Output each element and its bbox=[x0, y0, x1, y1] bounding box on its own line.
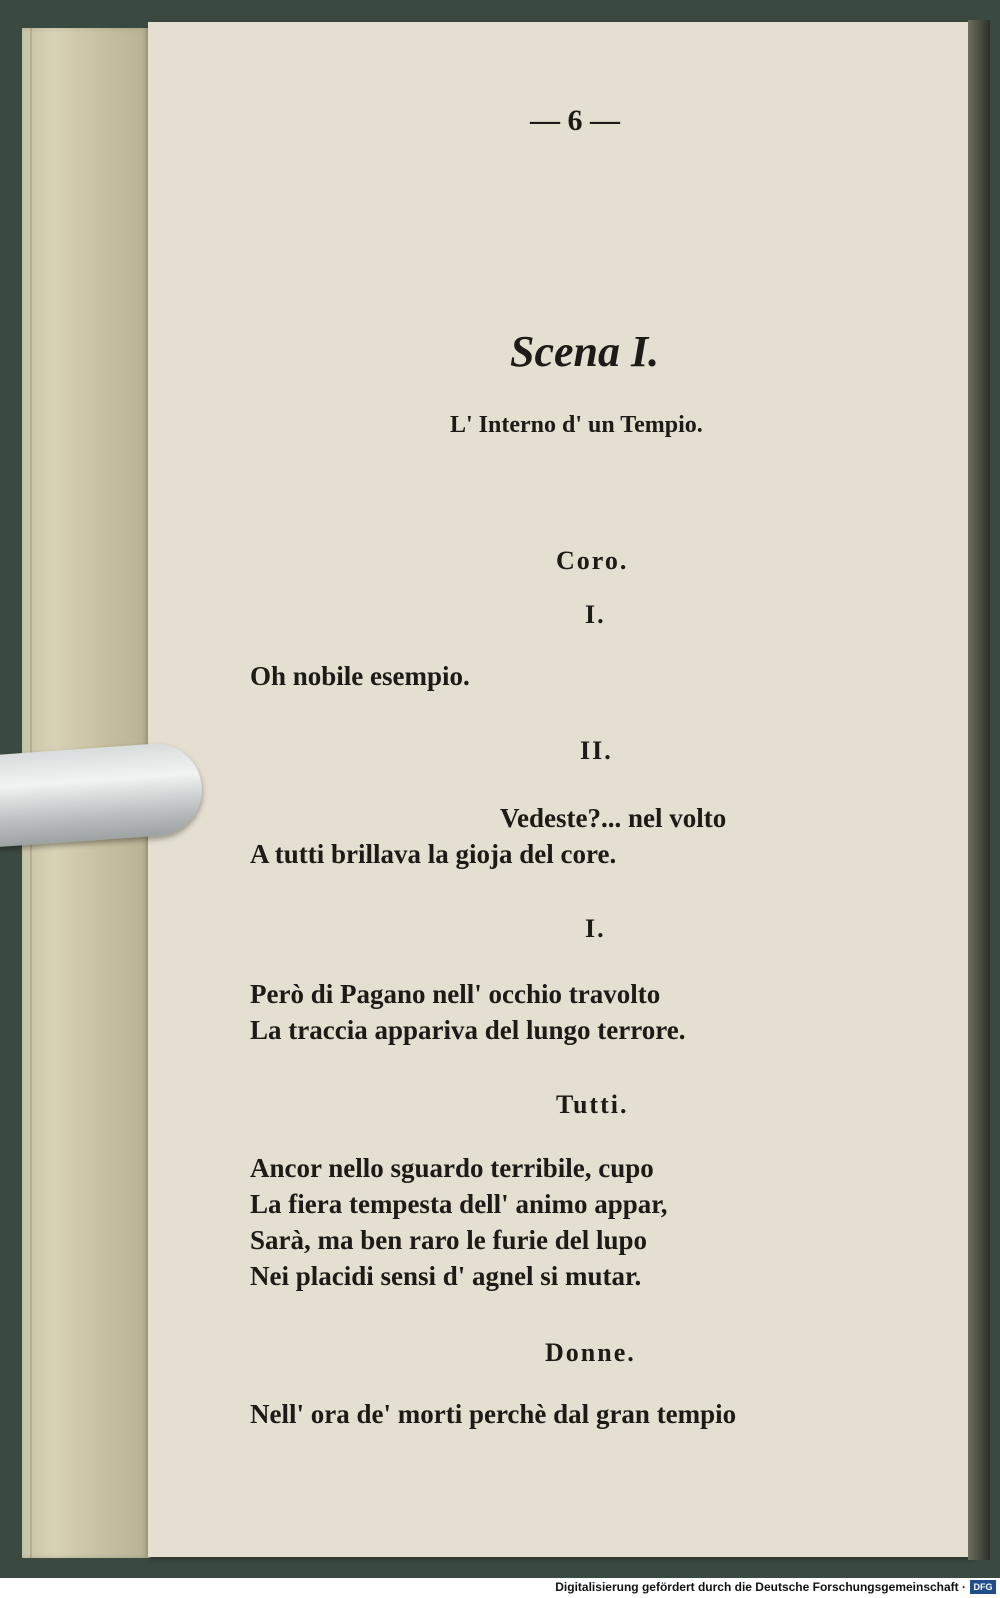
scene-title: Scena I. bbox=[510, 327, 660, 376]
verse-line: Nei placidi sensi d' agnel si mutar. bbox=[250, 1261, 642, 1291]
chorus-part-1: I. bbox=[585, 914, 606, 943]
scene-setting: L' Interno d' un Tempio. bbox=[450, 412, 703, 438]
digitization-footer bbox=[0, 1578, 1000, 1598]
verse-line: Oh nobile esempio. bbox=[250, 661, 470, 691]
book-page bbox=[148, 22, 973, 1557]
verse-line: Sarà, ma ben raro le furie del lupo bbox=[250, 1225, 647, 1255]
verse-line: La traccia appariva del lungo terrore. bbox=[250, 1015, 686, 1045]
speaker-tutti: Tutti. bbox=[556, 1090, 629, 1119]
verse-line: Nell' ora de' morti perchè dal gran tempio bbox=[250, 1399, 737, 1429]
chorus-part-1: I. bbox=[585, 600, 606, 629]
page-number: — 6 — bbox=[530, 104, 620, 137]
footer-credit: Digitalisierung gefördert durch die Deutsche Forschungsgemeinschaft · bbox=[555, 1580, 966, 1594]
verse-line: Vedeste?... nel volto bbox=[500, 803, 727, 833]
verse-line: La fiera tempesta dell' animo appar, bbox=[250, 1189, 668, 1219]
page-clip bbox=[0, 741, 205, 848]
verse-line: Ancor nello sguardo terribile, cupo bbox=[250, 1153, 654, 1183]
chorus-part-2: II. bbox=[580, 736, 613, 765]
dfg-logo: DFG bbox=[970, 1580, 996, 1594]
page-edge bbox=[968, 20, 990, 1560]
verse-line: A tutti brillava la gioja del core. bbox=[250, 839, 617, 869]
verse-line: Però di Pagano nell' occhio travolto bbox=[250, 979, 661, 1009]
speaker-donne: Donne. bbox=[545, 1338, 636, 1367]
speaker-coro: Coro. bbox=[556, 546, 629, 575]
